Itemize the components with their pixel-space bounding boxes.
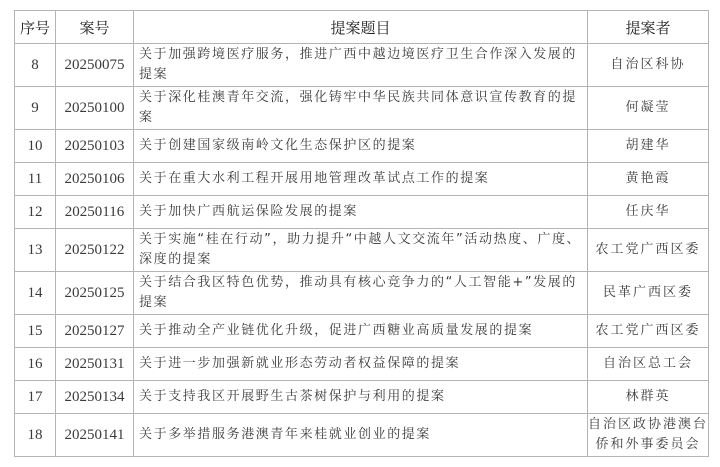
- cell-case-no: 20250131: [56, 348, 134, 381]
- table-row: [15, 348, 709, 381]
- cell-title: 关于支持我区开展野生古茶树保护与利用的提案: [134, 381, 588, 414]
- cell-proposer: 黄艳霞: [588, 163, 709, 196]
- proposal-table: [14, 10, 709, 457]
- header-proposer: 提案者: [588, 11, 709, 44]
- header-case-no: 案号: [56, 11, 134, 44]
- cell-case-no: 20250100: [56, 87, 134, 130]
- table-row: [15, 315, 709, 348]
- table-row: [15, 414, 709, 457]
- cell-title: 关于推动全产业链优化升级，促进广西糖业高质量发展的提案: [134, 315, 588, 348]
- cell-case-no: 20250127: [56, 315, 134, 348]
- cell-proposer: 自治区政协港澳台侨和外事委员会: [588, 414, 709, 457]
- table-row: [15, 229, 709, 272]
- cell-case-no: 20250134: [56, 381, 134, 414]
- cell-case-no: 20250141: [56, 414, 134, 457]
- cell-title: 关于在重大水利工程开展用地管理改革试点工作的提案: [134, 163, 588, 196]
- table-row: [15, 87, 709, 130]
- table-header-row: [15, 11, 709, 44]
- cell-index: 11: [15, 163, 56, 196]
- cell-proposer: 自治区科协: [588, 44, 709, 87]
- cell-index: 13: [15, 229, 56, 272]
- cell-title: 关于创建国家级南岭文化生态保护区的提案: [134, 130, 588, 163]
- cell-case-no: 20250106: [56, 163, 134, 196]
- cell-index: 10: [15, 130, 56, 163]
- cell-index: 16: [15, 348, 56, 381]
- header-index: 序号: [15, 11, 56, 44]
- cell-index: 9: [15, 87, 56, 130]
- cell-index: 15: [15, 315, 56, 348]
- cell-proposer: 任庆华: [588, 196, 709, 229]
- cell-proposer: 自治区总工会: [588, 348, 709, 381]
- table-row: [15, 381, 709, 414]
- table-row: [15, 196, 709, 229]
- cell-case-no: 20250122: [56, 229, 134, 272]
- cell-title: 关于结合我区特色优势，推动具有核心竞争力的“人工智能+”发展的提案: [134, 272, 588, 315]
- cell-case-no: 20250125: [56, 272, 134, 315]
- cell-title: 关于深化桂澳青年交流，强化铸牢中华民族共同体意识宣传教育的提案: [134, 87, 588, 130]
- cell-index: 18: [15, 414, 56, 457]
- cell-index: 8: [15, 44, 56, 87]
- cell-proposer: 林群英: [588, 381, 709, 414]
- cell-index: 12: [15, 196, 56, 229]
- cell-title: 关于进一步加强新就业形态劳动者权益保障的提案: [134, 348, 588, 381]
- cell-case-no: 20250075: [56, 44, 134, 87]
- cell-proposer: 何凝莹: [588, 87, 709, 130]
- cell-proposer: 民革广西区委: [588, 272, 709, 315]
- table-row: [15, 44, 709, 87]
- cell-title: 关于实施“桂在行动”，助力提升“中越人文交流年”活动热度、广度、深度的提案: [134, 229, 588, 272]
- cell-title: 关于加强跨境医疗服务，推进广西中越边境医疗卫生合作深入发展的提案: [134, 44, 588, 87]
- table-row: [15, 130, 709, 163]
- cell-title: 关于多举措服务港澳青年来桂就业创业的提案: [134, 414, 588, 457]
- table-row: [15, 272, 709, 315]
- cell-proposer: 胡建华: [588, 130, 709, 163]
- cell-proposer: 农工党广西区委: [588, 229, 709, 272]
- table-row: [15, 163, 709, 196]
- header-title: 提案题目: [134, 11, 588, 44]
- cell-index: 17: [15, 381, 56, 414]
- cell-case-no: 20250116: [56, 196, 134, 229]
- cell-case-no: 20250103: [56, 130, 134, 163]
- cell-title: 关于加快广西航运保险发展的提案: [134, 196, 588, 229]
- cell-index: 14: [15, 272, 56, 315]
- cell-proposer: 农工党广西区委: [588, 315, 709, 348]
